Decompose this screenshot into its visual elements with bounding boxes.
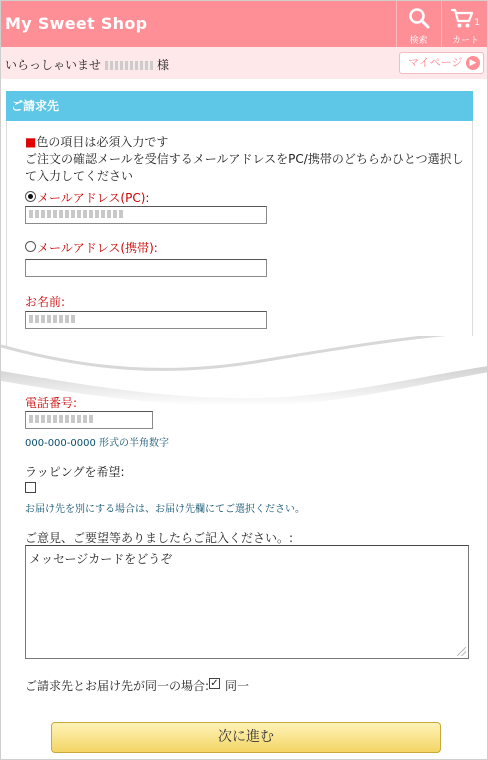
same-address-label: ご請求先とお届け先が同一の場合: [25, 679, 210, 693]
section-title: ご請求先 [6, 91, 473, 121]
search-button[interactable] [396, 1, 440, 47]
cart-icon [450, 7, 474, 29]
comments-label: ご意見、ご要望等ありましたらご記入ください。: [25, 531, 294, 545]
masked-phone-value [29, 415, 93, 423]
masked-email-value [29, 210, 123, 218]
email-instruction: ご注文の確認メールを受信するメールアドレスをPC/携帯のどちらかひとつ選択して入力してください [25, 152, 464, 183]
email-mobile-field[interactable] [25, 259, 267, 277]
next-button[interactable]: 次に進む [51, 722, 441, 753]
required-square-icon: ■ [25, 135, 37, 149]
search-label: 検索 [409, 36, 428, 46]
email-pc-label: メールアドレス(PC): [37, 191, 150, 205]
greeting-text: いらっしゃいませ [5, 58, 102, 72]
masked-name-value [29, 315, 77, 323]
wrapping-note: お届け先を別にする場合は、お届け先欄にてご選択ください。 [25, 504, 305, 515]
cart-count-badge: 1 [474, 18, 480, 28]
phone-format-hint: 000-000-0000 形式の半角数字 [25, 438, 170, 449]
email-pc-radio[interactable] [25, 191, 36, 202]
header-bar [1, 1, 488, 47]
cart-button[interactable] [441, 1, 488, 47]
phone-label: 電話番号: [25, 396, 78, 410]
wrapping-label: ラッピングを希望: [25, 465, 125, 479]
name-field[interactable] [25, 311, 267, 329]
wrapping-checkbox[interactable] [25, 482, 36, 493]
comments-value: メッセージカードをどうぞ [29, 552, 173, 566]
same-address-option: 同一 [225, 679, 250, 693]
search-icon [408, 7, 430, 29]
email-mobile-radio[interactable] [25, 241, 36, 252]
resize-handle-icon[interactable] [457, 647, 466, 656]
required-note: ■色の項目は必須入力です [25, 135, 169, 149]
name-label: お名前: [25, 295, 66, 309]
email-mobile-label: メールアドレス(携帯): [37, 241, 158, 255]
honorific-text: 様 [157, 58, 170, 72]
email-pc-field[interactable] [25, 206, 267, 224]
mypage-button[interactable] [399, 52, 484, 74]
mypage-label: マイページ [408, 56, 463, 69]
phone-field[interactable] [25, 411, 153, 429]
same-address-checkbox[interactable]: ✓ [210, 678, 219, 689]
welcome-message [5, 56, 169, 73]
masked-user-name [105, 61, 155, 70]
cart-label: カート [451, 36, 479, 46]
comments-textarea[interactable] [25, 545, 469, 659]
shop-title[interactable]: My Sweet Shop [5, 14, 148, 33]
chevron-right-icon: ▶ [466, 56, 480, 70]
